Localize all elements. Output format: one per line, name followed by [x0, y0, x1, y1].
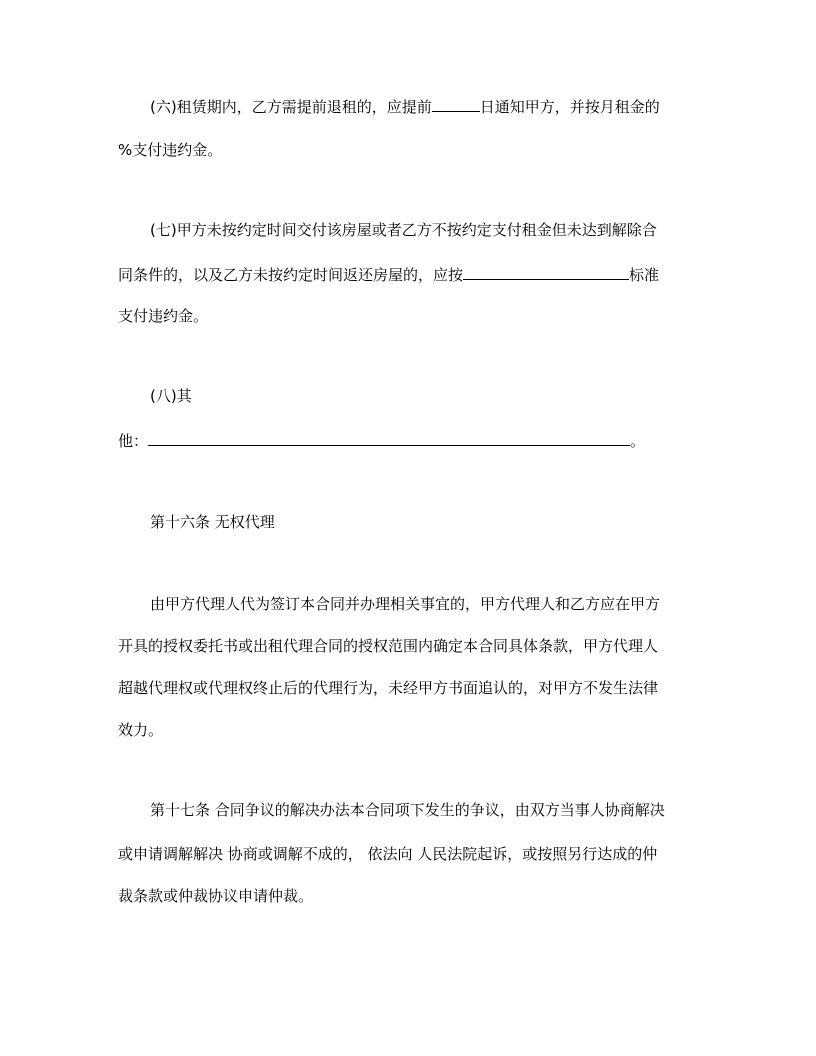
clause-7-text-b: 标准 — [629, 266, 660, 284]
article-16-line-4: 效力。 — [118, 721, 164, 739]
article-16-line-3: 超越代理权或代理权终止后的代理行为，未经甲方书面追认的，对甲方不发生法律 — [118, 679, 659, 697]
article-17-line-2: 或申请调解解决 协商或调解不成的， 依法向 人民法院起诉，或按照另行达成的仲 — [118, 845, 658, 863]
clause-7-line-1: (七)甲方未按约定时间交付该房屋或者乙方不按约定支付租金但未达到解除合 — [150, 221, 657, 239]
clause-6-text-b: 日通知甲方，并按月租金的 — [479, 98, 660, 116]
fill-in-blank-days — [432, 96, 480, 112]
clause-6-text-a: (六)租赁期内，乙方需提前退租的，应提前 — [150, 98, 432, 116]
clause-6-line-1 — [150, 96, 698, 117]
article-16-line-2: 开具的授权委托书或出租代理合同的授权范围内确定本合同具体条款，甲方代理人 — [118, 637, 659, 655]
fill-in-blank-other — [148, 430, 630, 446]
clause-7-text-a: 同条件的，以及乙方未按约定时间返还房屋的，应按 — [118, 266, 464, 284]
clause-7-line-2 — [118, 264, 698, 285]
clause-8-line-1: (八)其 — [150, 387, 192, 405]
clause-8-line-2 — [118, 430, 698, 451]
clause-8-text-a: 他： — [118, 432, 149, 450]
article-17-line-3: 裁条款或仲裁协议申请仲裁。 — [118, 887, 314, 905]
article-17-line-1: 第十七条 合同争议的解决办法本合同项下发生的争议，由双方当事人协商解决 — [150, 801, 665, 819]
clause-8-text-b: 。 — [630, 432, 646, 450]
article-16-heading: 第十六条 无权代理 — [150, 513, 275, 531]
article-16-line-1: 由甲方代理人代为签订本合同并办理相关事宜的，甲方代理人和乙方应在甲方 — [150, 595, 661, 613]
clause-7-line-3: 支付违约金。 — [118, 307, 209, 325]
clause-6-line-2: %支付违约金。 — [118, 141, 223, 159]
fill-in-blank-standard — [463, 264, 629, 280]
